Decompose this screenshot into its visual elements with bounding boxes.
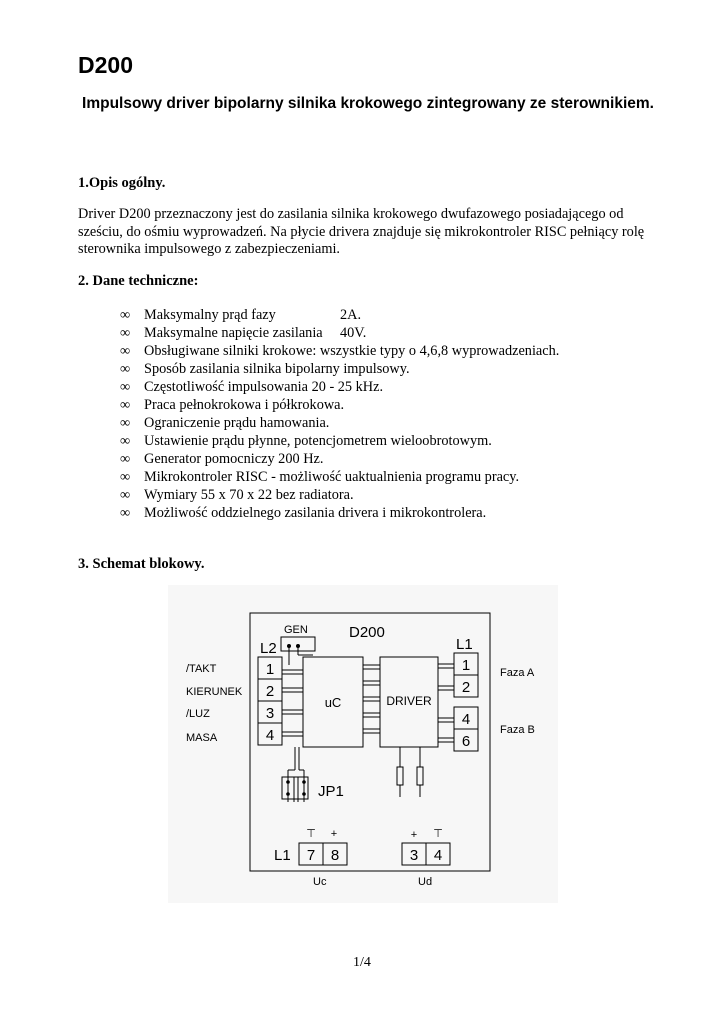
- spec-item: [120, 504, 559, 522]
- infinity-bullet-icon: ∞: [120, 307, 131, 323]
- spec-item: [120, 414, 559, 432]
- section-2-heading: 2. Dane techniczne:: [78, 273, 199, 289]
- l1-bottom-label: L1: [274, 847, 291, 864]
- left-pin-number: 2: [265, 683, 275, 700]
- spec-item: [120, 342, 559, 360]
- left-pin-number: 3: [265, 705, 275, 722]
- infinity-bullet-icon: ∞: [120, 415, 131, 431]
- spec-text: Praca pełnokrokowa i półkrokowa.: [144, 397, 345, 413]
- infinity-bullet-icon: ∞: [120, 325, 131, 341]
- spec-item: [120, 360, 559, 378]
- section-3-heading: 3. Schemat blokowy.: [78, 556, 205, 572]
- spec-text: Maksymalny prąd fazy: [144, 307, 276, 323]
- spec-text: Obsługiwane silniki krokowe: wszystkie typy o 4,6,8 wyprowadzeniach.: [144, 343, 560, 359]
- spec-item: [120, 432, 559, 450]
- jp1-label: JP1: [318, 783, 344, 800]
- spec-value: 40V.: [340, 325, 367, 341]
- spec-text: Możliwość oddzielnego zasilania drivera i mikrokontrolera.: [144, 505, 487, 521]
- uc-terminal-number: 8: [330, 847, 340, 864]
- uc-terminal-sign: ⊤: [306, 828, 316, 840]
- spec-value: 2A.: [340, 307, 362, 323]
- spec-text: Generator pomocniczy 200 Hz.: [144, 451, 324, 467]
- input-label-masa: MASA: [186, 732, 218, 744]
- phase-a-label: Faza A: [500, 667, 535, 679]
- right-pin-number: 4: [461, 711, 471, 728]
- spec-text: Maksymalne napięcie zasilania: [144, 325, 323, 341]
- spec-text: Wymiary 55 x 70 x 22 bez radiatora.: [144, 487, 354, 503]
- spec-item: [120, 396, 559, 414]
- spec-list: [120, 306, 559, 522]
- left-pin-number: 4: [265, 727, 275, 744]
- uc-supply-label: Uc: [313, 876, 327, 888]
- gen-label: GEN: [284, 624, 308, 636]
- phase-b-label: Faza B: [500, 724, 535, 736]
- infinity-bullet-icon: ∞: [120, 469, 131, 485]
- uc-terminal-number: 7: [306, 847, 316, 864]
- spec-text: Ograniczenie prądu hamowania.: [144, 415, 330, 431]
- input-label-kierunek: KIERUNEK: [186, 686, 243, 698]
- uc-label: uC: [324, 695, 342, 710]
- left-pin-number: 1: [265, 661, 275, 678]
- infinity-bullet-icon: ∞: [120, 433, 131, 449]
- ud-supply-label: Ud: [418, 876, 433, 888]
- section-1-heading: 1.Opis ogólny.: [78, 175, 166, 191]
- input-label-takt: /TAKT: [186, 663, 217, 675]
- spec-item: [120, 324, 559, 342]
- infinity-bullet-icon: ∞: [120, 379, 131, 395]
- spec-item: [120, 486, 559, 504]
- spec-text: Częstotliwość impulsowania 20 - 25 kHz.: [144, 379, 384, 395]
- ud-terminal-sign: +: [410, 829, 418, 841]
- l2-label: L2: [260, 640, 277, 657]
- infinity-bullet-icon: ∞: [120, 361, 131, 377]
- infinity-bullet-icon: ∞: [120, 505, 131, 521]
- ud-terminal-number: 4: [433, 847, 443, 864]
- infinity-bullet-icon: ∞: [120, 487, 131, 503]
- block-diagram: [168, 585, 558, 905]
- spec-item: [120, 450, 559, 468]
- input-label-luz: /LUZ: [186, 708, 210, 720]
- right-pin-number: 1: [461, 657, 471, 674]
- ud-terminal-sign: ⊤: [433, 828, 443, 840]
- spec-item: [120, 306, 559, 324]
- infinity-bullet-icon: ∞: [120, 397, 131, 413]
- spec-item: [120, 468, 559, 486]
- spec-text: Mikrokontroler RISC - możliwość uaktualnienia programu pracy.: [144, 469, 520, 485]
- spec-text: Ustawienie prądu płynne, potencjometrem wieloobrotowym.: [144, 433, 492, 449]
- page-number: 1/4: [353, 955, 371, 970]
- infinity-bullet-icon: ∞: [120, 451, 131, 467]
- document-title: D200: [78, 52, 133, 78]
- infinity-bullet-icon: ∞: [120, 343, 131, 359]
- document-subtitle: Impulsowy driver bipolarny silnika krokowego zintegrowany ze sterownikiem.: [82, 95, 654, 112]
- driver-label: DRIVER: [386, 694, 432, 708]
- board-label: D200: [349, 624, 385, 641]
- right-pin-number: 2: [461, 679, 471, 696]
- spec-item: [120, 378, 559, 396]
- uc-terminal-sign: +: [330, 828, 338, 840]
- spec-text: Sposób zasilania silnika bipolarny impulsowy.: [144, 361, 410, 377]
- ud-terminal-number: 3: [409, 847, 419, 864]
- section-1-paragraph: Driver D200 przeznaczony jest do zasilania silnika krokowego dwufazowego posiadającego od sześciu, do ośmiu wyprowadzeń. Na płycie drivera znajduje się mikrokontroler RISC pełniący rolę sterownika impulsowego z zabezpieczeniami.: [78, 206, 645, 257]
- l1-label: L1: [456, 636, 473, 653]
- right-pin-number: 6: [461, 733, 471, 750]
